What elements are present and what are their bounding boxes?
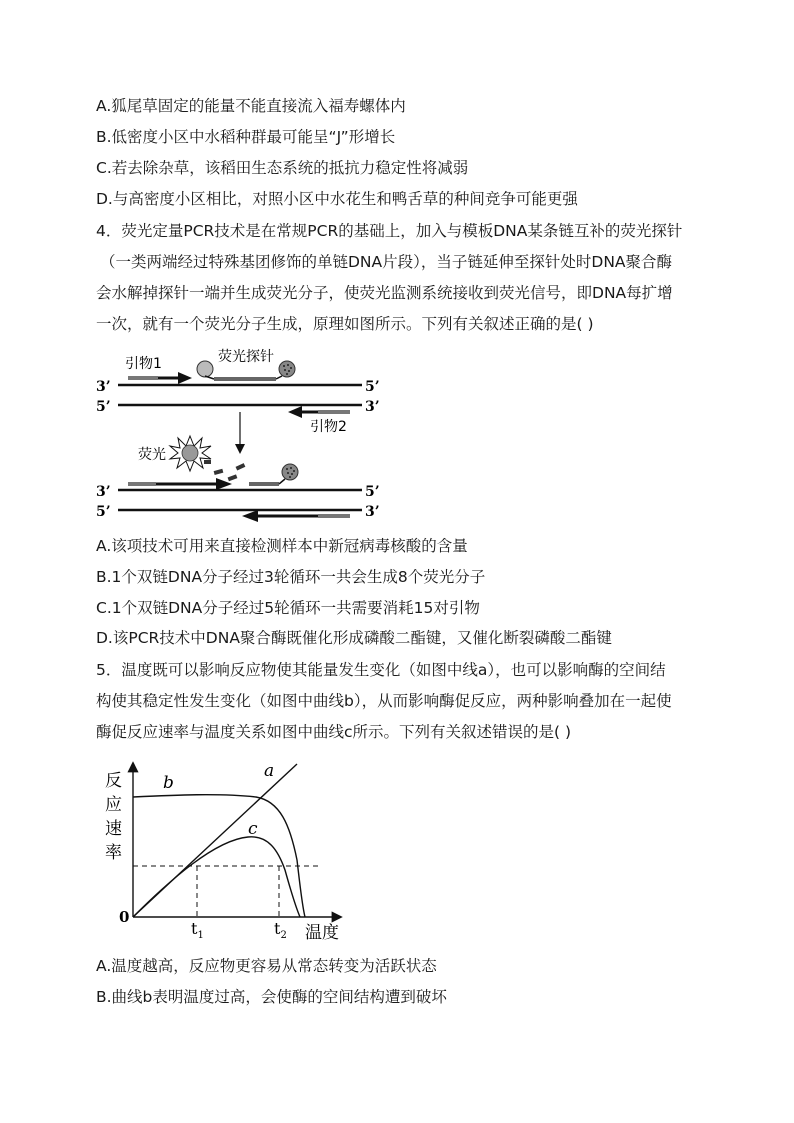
pcr-diagram [90, 340, 390, 530]
q4-stem-line: 4．荧光定量PCR技术是在常规PCR的基础上，加入与模板DNA某条链互补的荧光探针 [96, 222, 683, 240]
probe-linker [276, 376, 282, 379]
strand-end-label: 5’ [96, 399, 111, 415]
q4-option-b: B.1个双链DNA分子经过3轮循环一共会生成8个荧光分子 [96, 568, 486, 586]
cleaved-fragment [228, 474, 238, 481]
y-axis-label-char: 应 [105, 795, 122, 815]
q3-option-c: C.若去除杂草，该稻田生态系统的抵抗力稳定性将减弱 [96, 159, 469, 177]
curve-c [133, 837, 300, 917]
q3-option-d: D.与高密度小区相比，对照小区中水花生和鸭舌草的种间竞争可能更强 [96, 190, 578, 208]
primer2-label: 引物2 [310, 419, 347, 435]
origin-label: 0 [119, 908, 130, 926]
extended-primer1-segment [128, 482, 156, 486]
strand-end-label: 3’ [365, 399, 380, 415]
probe-label: 荧光探针 [218, 349, 274, 365]
q4-stem-line: （一类两端经过特殊基团修饰的单链DNA片段），当子链延伸至探针处时DNA聚合酶 [100, 253, 673, 271]
q4-option-c: C.1个双链DNA分子经过5轮循环一共需要消耗15对引物 [96, 599, 480, 617]
released-fluorophore [182, 445, 198, 461]
q5-stem-line: 构使其稳定性发生变化（如图中曲线b），从而影响酶促反应，两种影响叠加在一起使 [96, 692, 672, 710]
q5-option-a: A.温度越高，反应物更容易从常态转变为活跃状态 [96, 957, 437, 975]
rate-temperature-chart [95, 755, 355, 950]
strand-end-label: 5’ [365, 379, 380, 395]
q4-option-d: D.该PCR技术中DNA聚合酶既催化形成磷酸二酯键，又催化断裂磷酸二酯键 [96, 629, 612, 647]
y-axis-label-char: 速 [105, 819, 122, 839]
curve-label-c: c [248, 819, 258, 839]
q3-option-a: A.狐尾草固定的能量不能直接流入福寿螺体内 [96, 97, 406, 115]
probe-quencher [197, 361, 213, 377]
strand-end-label: 3’ [96, 484, 111, 500]
primer1-arrowhead [178, 372, 192, 384]
strand-end-label: 3’ [96, 379, 111, 395]
strand-end-label: 5’ [365, 484, 380, 500]
probe-linker [279, 479, 285, 484]
curve-label-a: a [264, 761, 275, 781]
y-axis-label-char: 率 [105, 843, 122, 863]
fluorescence-label: 荧光 [138, 447, 166, 463]
extended-strand-arrowhead [242, 510, 258, 522]
x-axis-label: 温度 [305, 923, 339, 943]
primer2-arrowhead [288, 406, 302, 418]
cleaved-fragment [236, 463, 246, 470]
cleaved-fragment [204, 460, 211, 464]
primer2-segment [318, 410, 350, 414]
q5-option-b: B.曲线b表明温度过高，会使酶的空间结构遭到破坏 [96, 988, 447, 1006]
q4-option-a: A.该项技术可用来直接检测样本中新冠病毒核酸的含量 [96, 537, 468, 555]
strand-end-label: 3’ [365, 504, 380, 520]
cleaved-fragment [214, 469, 224, 475]
primer1-label: 引物1 [125, 356, 162, 372]
strand-end-label: 5’ [96, 504, 111, 520]
tick-t1: $t_1$ [191, 919, 204, 941]
remaining-probe-strand [249, 482, 279, 486]
q3-option-b: B.低密度小区中水稻种群最可能呈“J”形增长 [96, 128, 396, 146]
q4-stem-line: 会水解掉探针一端并生成荧光分子，使荧光监测系统接收到荧光信号，即DNA每扩增 [96, 284, 673, 302]
extended-primer2-segment [318, 514, 350, 518]
q5-stem-line: 酶促反应速率与温度关系如图中曲线c所示。下列有关叙述错误的是( ) [96, 723, 572, 741]
y-axis-label-char: 反 [105, 771, 122, 791]
primer1-segment [128, 376, 158, 380]
probe-strand [214, 377, 276, 381]
curve-label-b: b [163, 773, 174, 793]
tick-t2: $t_2$ [274, 919, 287, 941]
q4-stem-line: 一次，就有一个荧光分子生成，原理如图所示。下列有关叙述正确的是( ) [96, 315, 594, 333]
probe-linker [205, 376, 214, 379]
process-arrowhead [235, 444, 245, 454]
q5-stem-line: 5．温度既可以影响反应物使其能量发生变化（如图中线a），也可以影响酶的空间结 [96, 661, 666, 679]
